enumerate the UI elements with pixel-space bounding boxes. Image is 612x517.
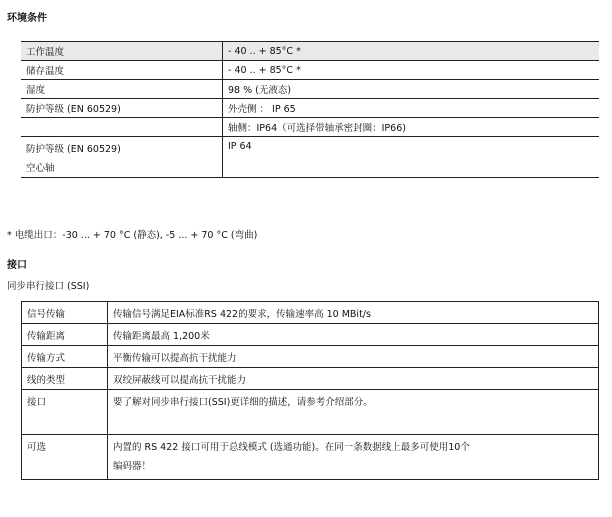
interface-subheading: 同步串行接口 (SSI)	[7, 281, 90, 292]
table-row	[21, 42, 599, 61]
footnote: * 电缆出口：-30 ... + 70 °C (静态), -5 ... + 70 °C (弯曲)	[7, 230, 258, 241]
row-value: 传输信号满足EIA标准RS 422的要求，传输速率高 10 MBit/s	[108, 302, 599, 324]
table-row	[22, 302, 599, 324]
row-value: 98 % (无液态)	[223, 80, 600, 99]
row-label-line1: 防护等级 (EN 60529)	[26, 144, 121, 155]
row-label: 可选	[22, 435, 108, 480]
row-label: 传输距离	[22, 324, 108, 346]
environment-heading: 环境条件	[7, 13, 47, 24]
interface-table	[21, 301, 599, 480]
row-label: 信号传输	[22, 302, 108, 324]
table-row	[22, 435, 599, 480]
row-label: 储存温度	[21, 61, 223, 80]
table-row	[22, 390, 599, 435]
row-value-line2: 编码器！	[113, 461, 152, 472]
table-row	[22, 324, 599, 346]
row-label: 接口	[22, 390, 108, 435]
row-label: 防护等级 (EN 60529)	[21, 99, 223, 118]
row-value: - 40 .. + 85°C *	[223, 42, 600, 61]
row-value	[108, 435, 599, 480]
table-row	[21, 99, 599, 118]
row-value: 要了解对同步串行接口(SSI)更详细的描述，请参考介绍部分。	[108, 390, 599, 435]
row-value: IP 64	[223, 137, 600, 178]
row-label: 传输方式	[22, 346, 108, 368]
row-value: 外壳侧 ： IP 65	[223, 99, 600, 118]
table-row	[21, 80, 599, 99]
row-value-line1: 内置的 RS 422 接口可用于总线模式 (选通功能)。在同一条数据线上最多可使用10个	[113, 442, 470, 453]
table-row	[22, 368, 599, 390]
row-label: 湿度	[21, 80, 223, 99]
row-label: 工作温度	[21, 42, 223, 61]
table-row	[21, 61, 599, 80]
table-row	[22, 346, 599, 368]
row-label	[21, 118, 223, 137]
table-row	[21, 137, 599, 178]
row-label	[21, 137, 223, 178]
row-value: 轴侧：IP64（可选择带轴承密封圈：IP66)	[223, 118, 600, 137]
row-label: 线的类型	[22, 368, 108, 390]
row-value: 传输距离最高 1,200米	[108, 324, 599, 346]
environment-table	[21, 41, 599, 178]
interface-heading: 接口	[7, 260, 27, 271]
row-value: 平衡传输可以提高抗干扰能力	[108, 346, 599, 368]
table-row	[21, 118, 599, 137]
row-value: 双绞屏蔽线可以提高抗干扰能力	[108, 368, 599, 390]
row-value: - 40 .. + 85°C *	[223, 61, 600, 80]
row-label-line2: 空心轴	[26, 163, 55, 174]
